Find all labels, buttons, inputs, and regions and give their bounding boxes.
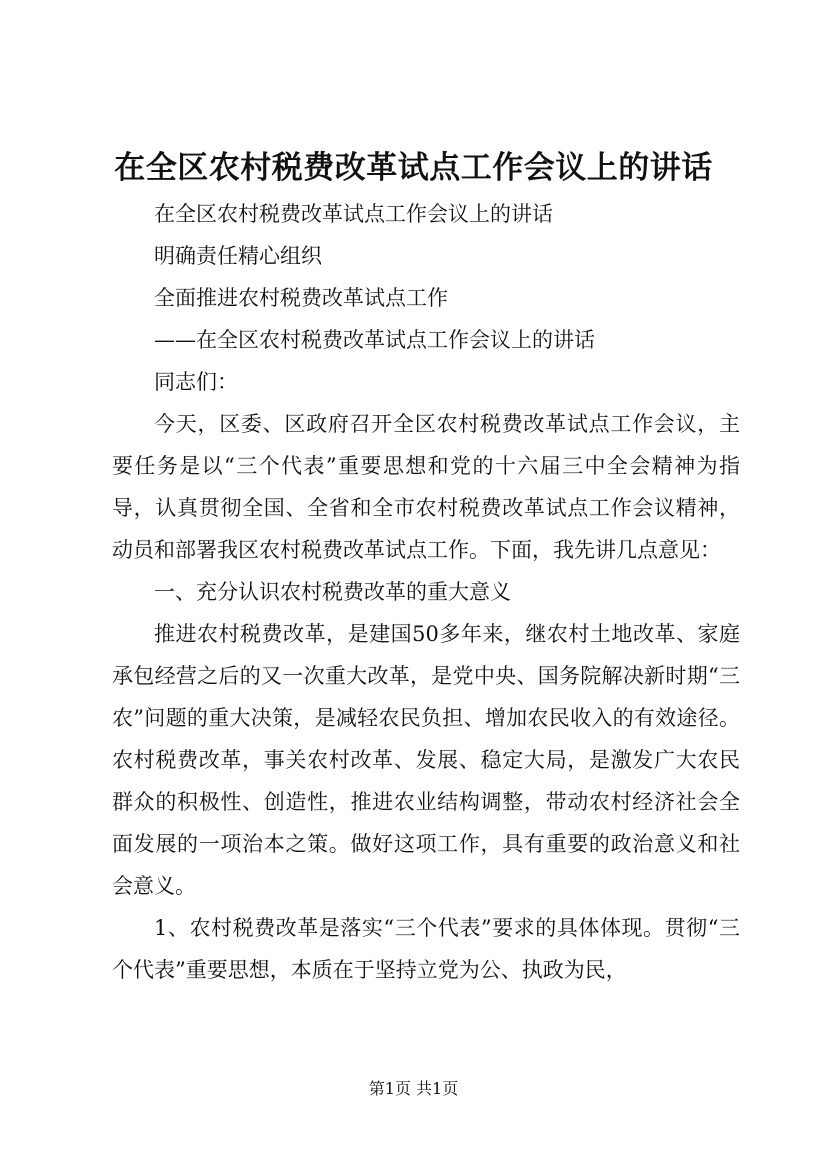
- body-paragraph: 明确责任精心组织: [154, 244, 322, 268]
- body-paragraph: 全面推进农村税费改革试点工作: [154, 286, 448, 310]
- page-footer: 第1页 共1页: [368, 1079, 459, 1098]
- document-title: 在全区农村税费改革试点工作会议上的讲话: [114, 150, 713, 186]
- body-paragraph: ——在全区农村税费改革试点工作会议上的讲话: [154, 328, 595, 352]
- document-body: [112, 193, 740, 991]
- body-paragraph: 1、农村税费改革是落实“三个代表”要求的具体体现。贯彻“三个代表”重要思想，本质在于坚持立党为公、执政为民，: [112, 916, 740, 982]
- body-paragraph: 在全区农村税费改革试点工作会议上的讲话: [154, 202, 553, 226]
- body-paragraph: 同志们：: [154, 370, 238, 394]
- section-heading: 一、充分认识农村税费改革的重大意义: [154, 580, 511, 604]
- body-paragraph: 推进农村税费改革，是建国50多年来，继农村土地改革、家庭承包经营之后的又一次重大改革，是党中央、国务院解决新时期“三农”问题的重大决策，是减轻农民负担、增加农民收入的有效途径。农村税费改革，事关农村改革、发展、稳定大局，是激发广大农民群众的积极性、创造性，推进农业结构调整，带动农村经济社会全面发展的一项治本之策。做好这项工作，具有重要的政治意义和社会意义。: [112, 622, 740, 898]
- body-paragraph: 今天，区委、区政府召开全区农村税费改革试点工作会议，主要任务是以“三个代表”重要思想和党的十六届三中全会精神为指导，认真贯彻全国、全省和全市农村税费改革试点工作会议精神，动员和部署我区农村税费改革试点工作。下面，我先讲几点意见：: [112, 412, 740, 562]
